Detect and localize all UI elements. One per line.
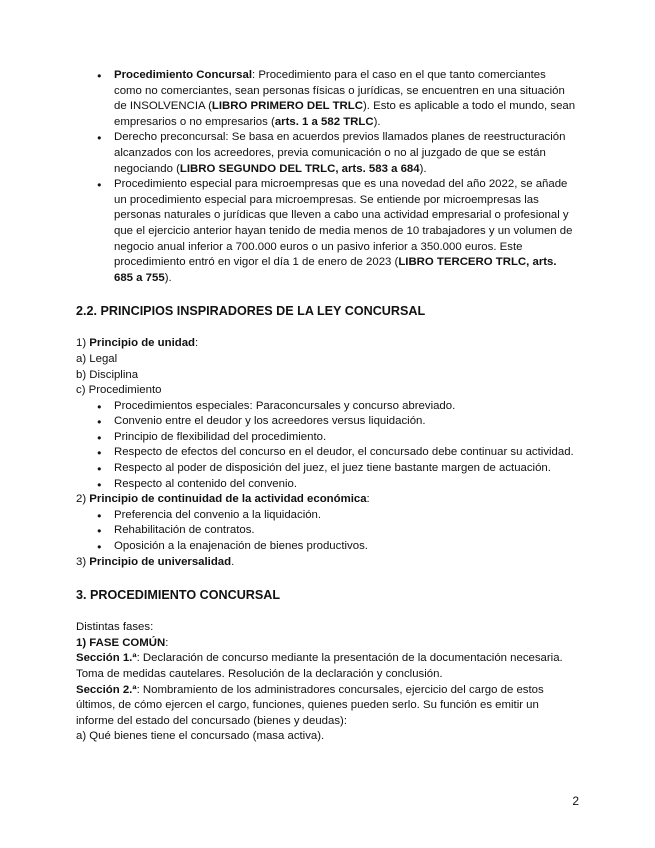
phases-intro: Distintas fases: [76,621,154,634]
section-1-paragraph: Sección 1.ª: Declaración de concurso mediante la presentación de la documentación necesaria. Toma de medidas cautelares. Resolución de la declaración y conclusión. [76,652,563,680]
list-item: ● Procedimientos especiales: Paraconcursales y concurso abreviado. [76,399,576,415]
list-item: ● Respecto al contenido del convenio. [76,477,576,493]
list-item: ● Procedimiento especial para microempresas que es una novedad del año 2022, se añade un procedimiento especial para microempresas. Se entiende por microempresas las personas naturales o jurídicas que lleven a cabo una actividad empresarial o profesional y que el ejercicio anterior hayan tenido de media menos de 10 trabajadores y un volumen de negocio anual inferior a 700.000 euros o un pasivo inferior a 350.000 euros. Este procedimiento entró en vigor el día 1 de enero de 2023 (LIBRO TERCERO TRLC, arts. 685 a 755). [76,177,576,286]
section-2-paragraph: Sección 2.ª: Nombramiento de los administradores concursales, ejercicio del cargo de estos últimos, de cómo ejercen el cargo, funciones, quienes pueden serlo. Su función es emitir un informe del estado del concursado (bienes y deudas): [76,683,544,727]
list-item: ● Derecho preconcursal: Se basa en acuerdos previos llamados planes de reestructuración alcanzados con los acreedores, previa comunicación o no al juzgado de que se están negociando (LIBRO SEGUNDO DEL TRLC, arts. 583 a 684). [76,130,576,177]
procedure-bullet-list [76,399,576,493]
sub-item-a: a) Legal [76,352,118,365]
sub-item-b: b) Disciplina [76,368,139,381]
section-heading-2-2: 2.2. PRINCIPIOS INSPIRADORES DE LA LEY CONCURSAL [76,304,426,319]
principle-3: 3) Principio de universalidad. [76,555,235,568]
principle-1: 1) Principio de unidad: [76,337,199,350]
list-item: ● Respecto al poder de disposición del juez, el juez tiene bastante margen de actuación. [76,461,576,477]
list-item: ● Principio de flexibilidad del procedimiento. [76,430,576,446]
sub-item-c: c) Procedimiento [76,384,162,397]
list-item: ● Convenio entre el deudor y los acreedores versus liquidación. [76,414,576,430]
list-item: ● Oposición a la enajenación de bienes productivos. [76,539,576,555]
phase-heading: 1) FASE COMÚN: [76,636,169,649]
list-item: ● Respecto de efectos del concurso en el deudor, el concursado debe continuar su actividad. [76,445,576,461]
continuity-bullet-list [76,508,576,555]
section-heading-3: 3. PROCEDIMIENTO CONCURSAL [76,588,281,603]
principle-2: 2) Principio de continuidad de la actividad económica: [76,493,370,506]
intro-bullet-list [76,68,576,286]
list-item: ● Rehabilitación de contratos. [76,523,576,539]
list-item: ● Preferencia del convenio a la liquidación. [76,508,576,524]
item-a-paragraph: a) Qué bienes tiene el concursado (masa activa). [76,730,325,743]
document-page [76,68,576,745]
page-number: 2 [572,794,579,808]
list-item: ● Procedimiento Concursal: Procedimiento para el caso en el que tanto comerciantes como no comerciantes, sean personas físicas o jurídicas, se encuentren en una situación de INSOLVENCIA (LIBRO PRIMERO DEL TRLC). Esto es aplicable a todo el mundo, sean empresarios o no empresarios (arts. 1 a 582 TRLC). [76,68,576,130]
